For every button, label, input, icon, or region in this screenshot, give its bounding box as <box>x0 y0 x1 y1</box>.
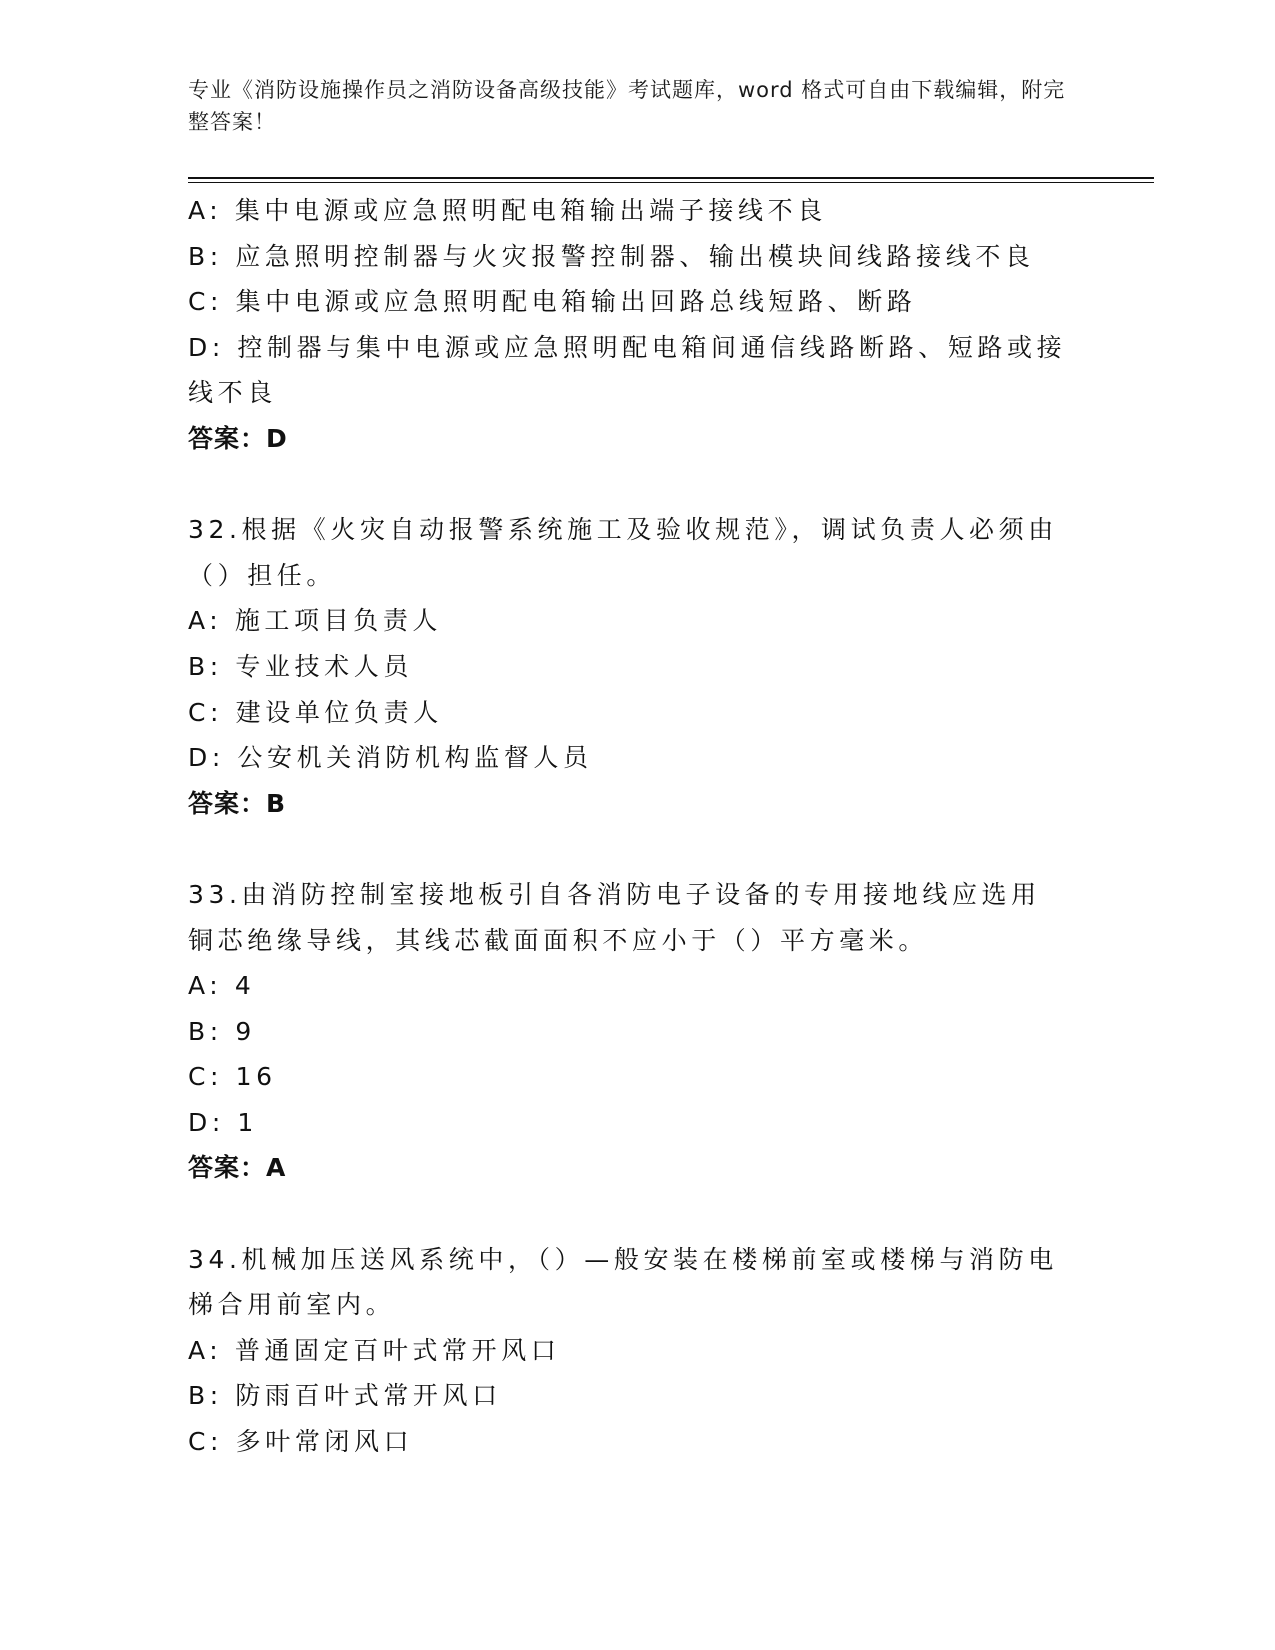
question-stem: 32.根据《火灾自动报警系统施工及验收规范》，调试负责人必须由（）担任。 <box>188 515 1058 590</box>
option-b: B: 防雨百叶式常开风口 <box>188 1381 502 1411</box>
spacer <box>188 462 1068 508</box>
question-list <box>188 188 1068 1465</box>
option-c: C: 建设单位负责人 <box>188 697 443 727</box>
option-a: A: 普通固定百叶式常开风口 <box>188 1335 561 1365</box>
option-b: B: 应急照明控制器与火灾报警控制器、输出模块间线路接线不良 <box>188 241 1035 271</box>
question-32 <box>188 507 1068 826</box>
question-33 <box>188 872 1068 1191</box>
answer: 答案：A <box>188 1153 287 1183</box>
option-c: C: 集中电源或应急照明配电箱输出回路总线短路、断路 <box>188 287 917 317</box>
header-rule-thick <box>188 177 1154 179</box>
spacer <box>188 1191 1068 1237</box>
option-c: C: 多叶常闭风口 <box>188 1427 414 1457</box>
answer: 答案：B <box>188 788 287 818</box>
option-d: D: 1 <box>188 1107 258 1137</box>
option-d: D: 公安机关消防机构监督人员 <box>188 743 593 773</box>
option-d: D: 控制器与集中电源或应急照明配电箱间通信线路断路、短路或接线不良 <box>188 332 1067 408</box>
option-b: B: 9 <box>188 1016 256 1046</box>
option-a: A: 施工项目负责人 <box>188 606 443 636</box>
answer: 答案：D <box>188 423 288 453</box>
spacer <box>188 826 1068 872</box>
question-stem: 33.由消防控制室接地板引自各消防电子设备的专用接地线应选用铜芯绝缘导线，其线芯截面面积不应小于（）平方毫米。 <box>188 879 1041 955</box>
document-header: 专业《消防设施操作员之消防设备高级技能》考试题库，word 格式可自由下载编辑，附完整答案！ <box>188 78 1066 134</box>
question-stem: 34.机械加压送风系统中，（）—般安装在楼梯前室或楼梯与消防电梯合用前室内。 <box>188 1244 1058 1320</box>
question-34 <box>188 1237 1068 1465</box>
question-31 <box>188 188 1068 462</box>
option-b: B: 专业技术人员 <box>188 651 413 681</box>
option-c: C: 16 <box>188 1062 277 1092</box>
option-a: A: 4 <box>188 971 256 1001</box>
option-a: A: 集中电源或应急照明配电箱输出端子接线不良 <box>188 196 827 225</box>
header-rule-thin <box>188 182 1154 183</box>
